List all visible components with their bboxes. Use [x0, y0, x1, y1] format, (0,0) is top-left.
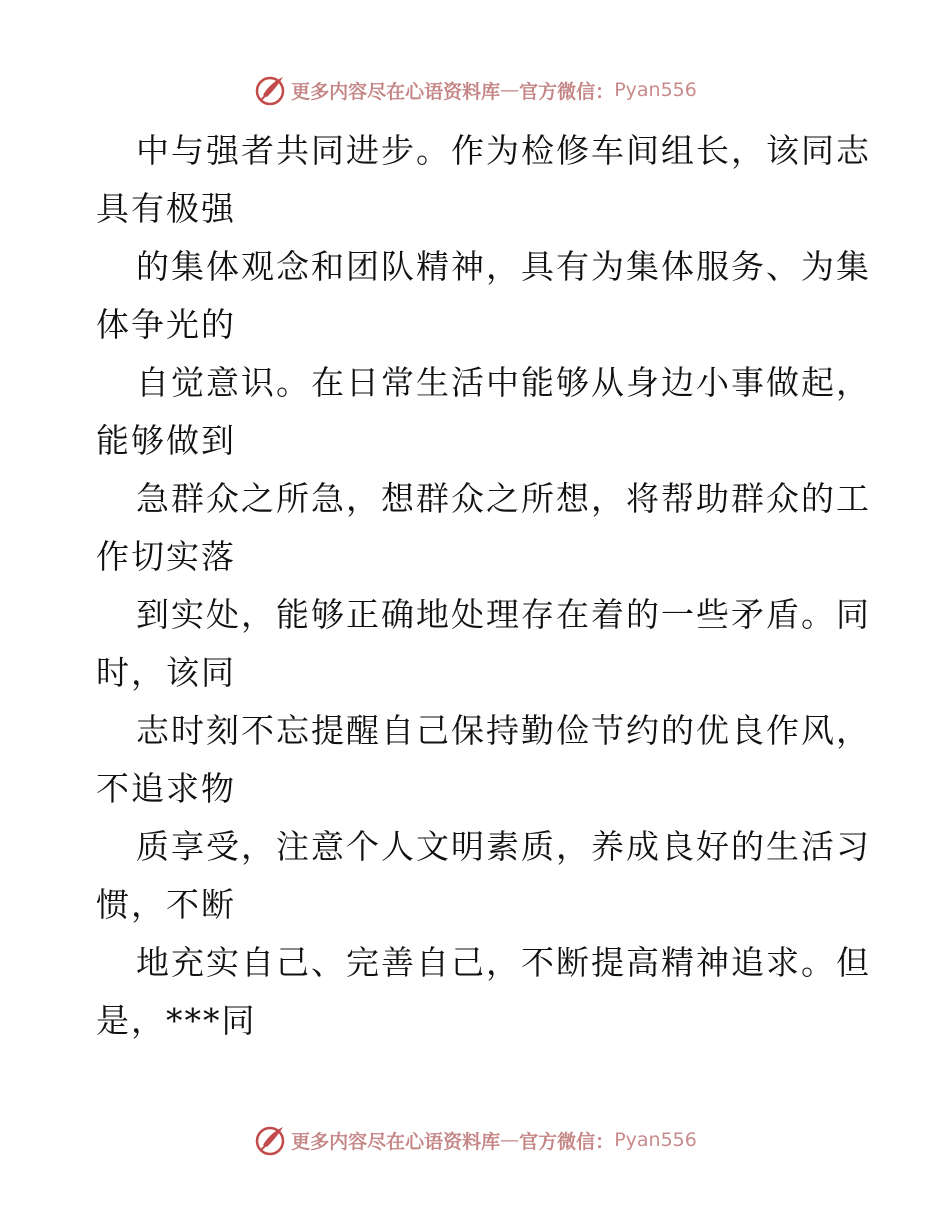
- paragraph-line: 志时刻不忘提醒自己保持勤俭节约的优良作风，: [136, 711, 871, 750]
- paragraph-line: 具有极强: [96, 189, 236, 228]
- footer-handle: Pyan556: [614, 1129, 697, 1151]
- footer-banner: [0, 1120, 950, 1160]
- paragraph: [96, 934, 871, 1050]
- body-text: [96, 122, 871, 1050]
- header-separator: —: [500, 79, 520, 101]
- paragraph-line: 的集体观念和团队精神，具有为集体服务、为集: [136, 247, 871, 286]
- footer-label: 更多内容尽在心语资料库: [291, 1130, 501, 1153]
- header-wechat: 官方微信：: [519, 80, 615, 103]
- paragraph-line: 是，***同: [96, 1001, 257, 1040]
- paragraph-line: 自觉意识。在日常生活中能够从身边小事做起，: [136, 363, 871, 402]
- paragraph-line: 惯，不断: [96, 885, 236, 924]
- header-handle: Pyan556: [614, 79, 697, 101]
- paragraph: [96, 122, 871, 238]
- paragraph-line: 到实处，能够正确地处理存在着的一些矛盾。同: [136, 595, 871, 634]
- header-banner: [0, 70, 950, 110]
- quill-logo-icon: [253, 73, 287, 107]
- paragraph: [96, 702, 871, 818]
- paragraph-line: 质享受，注意个人文明素质，养成良好的生活习: [136, 827, 871, 866]
- footer-separator: —: [500, 1129, 520, 1151]
- paragraph-line: 能够做到: [96, 421, 236, 460]
- paragraph-line: 不追求物: [96, 769, 236, 808]
- paragraph-line: 体争光的: [96, 305, 236, 344]
- paragraph-line: 时，该同: [96, 653, 236, 692]
- footer-wechat: 官方微信：: [519, 1130, 615, 1153]
- paragraph: [96, 238, 871, 354]
- paragraph-line: 急群众之所急，想群众之所想，将帮助群众的工: [136, 479, 871, 518]
- paragraph-line: 中与强者共同进步。作为检修车间组长，该同志: [136, 131, 871, 170]
- paragraph: [96, 470, 871, 586]
- paragraph: [96, 354, 871, 470]
- paragraph: [96, 818, 871, 934]
- paragraph-line: 地充实自己、完善自己，不断提高精神追求。但: [136, 943, 871, 982]
- header-label: 更多内容尽在心语资料库: [291, 80, 501, 103]
- paragraph: [96, 586, 871, 702]
- paragraph-line: 作切实落: [96, 537, 236, 576]
- quill-logo-icon: [253, 1123, 287, 1157]
